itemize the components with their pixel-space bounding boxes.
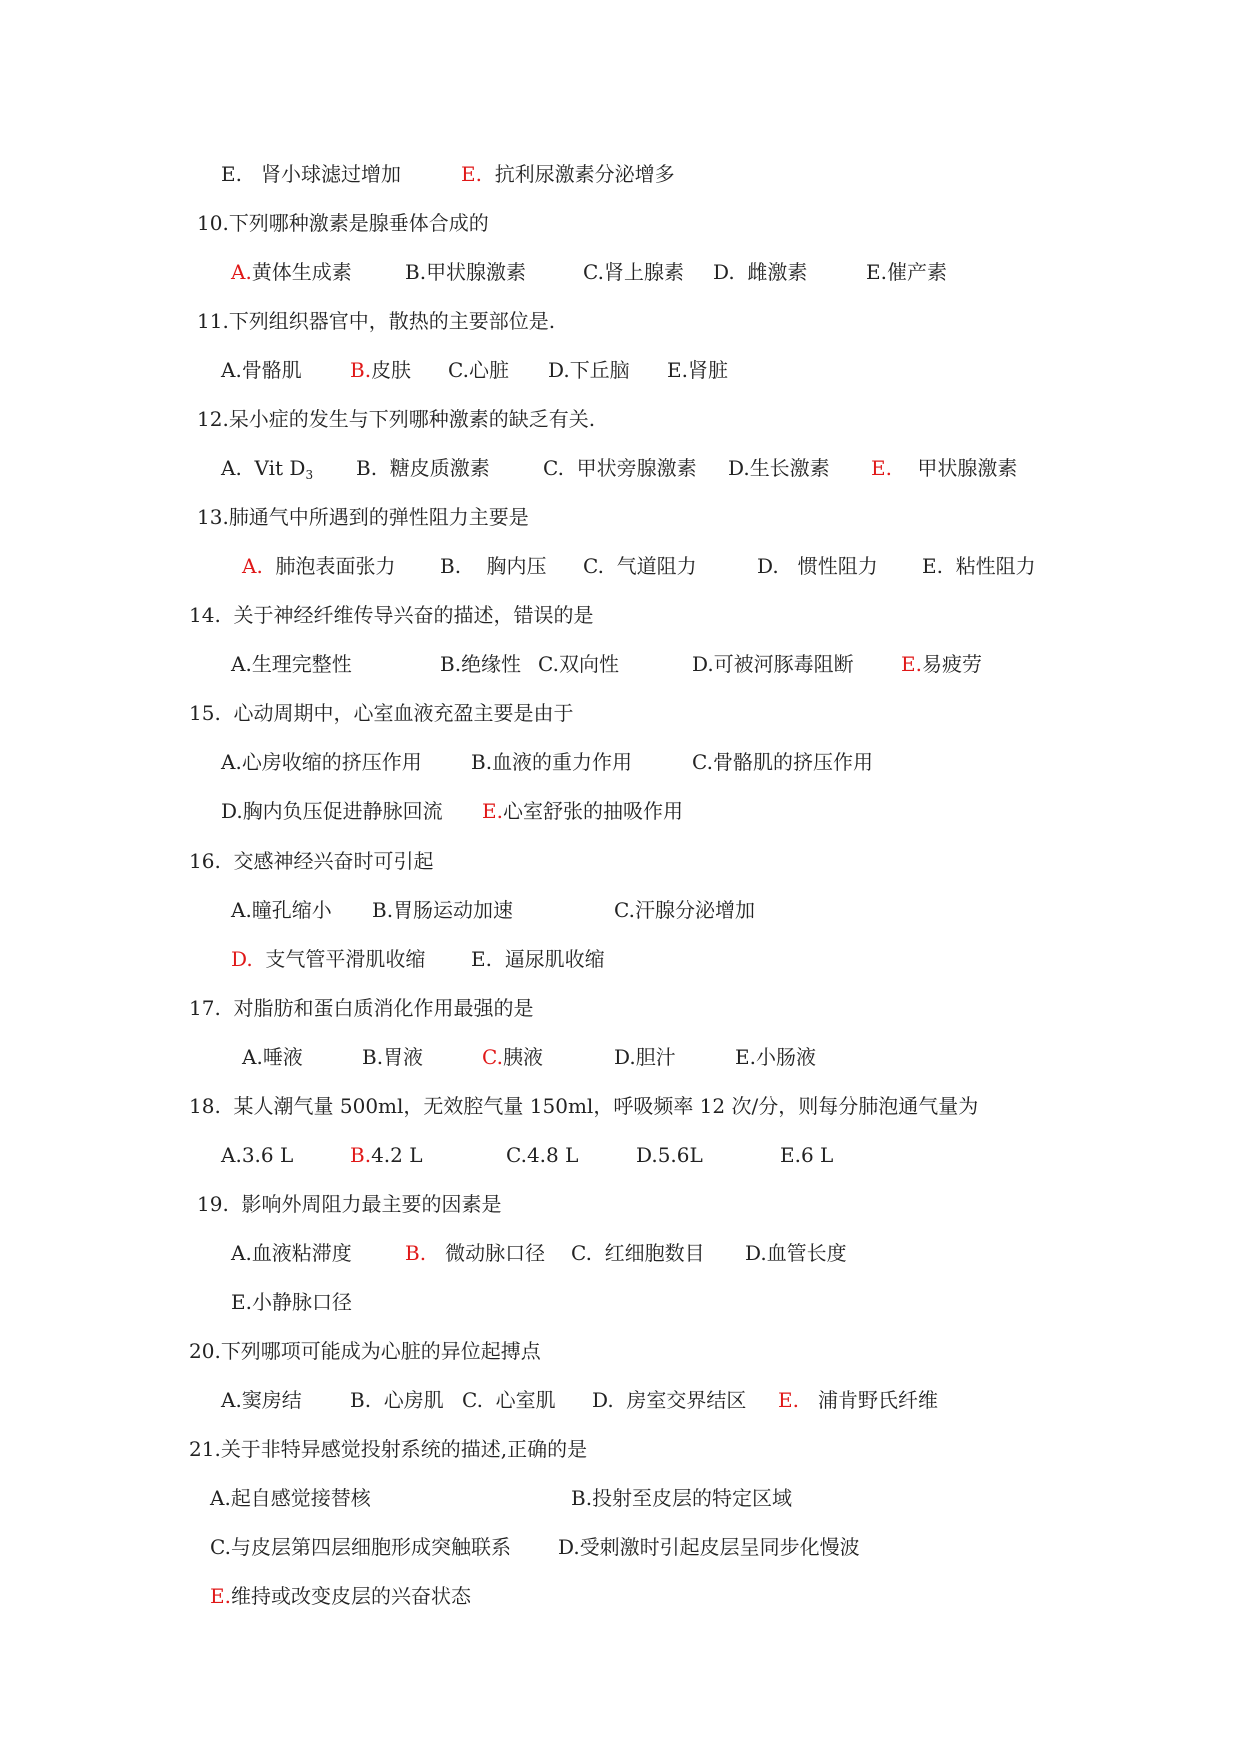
q12-stem: 12.呆小症的发生与下列哪种激素的缺乏有关. <box>197 407 596 431</box>
option-d: D.5.6L <box>636 1143 703 1167</box>
option-b: B. 胸内压 <box>440 554 547 578</box>
option-e: E.维持或改变皮层的兴奋状态 <box>210 1584 471 1608</box>
option-b: B.甲状腺激素 <box>405 260 527 284</box>
option-c: C. 气道阻力 <box>583 554 697 578</box>
option-d: D. 房室交界结区 <box>592 1388 747 1412</box>
option-a: A.血液粘滞度 <box>231 1241 352 1265</box>
option-b: B. 糖皮质激素 <box>356 456 490 480</box>
option-e: E. 甲状腺激素 <box>871 456 1018 480</box>
option-e: E.小肠液 <box>735 1045 816 1069</box>
option-d: D.生长激素 <box>728 456 830 480</box>
option-d: D.胆汁 <box>614 1045 676 1069</box>
option-e: E.易疲劳 <box>901 652 982 676</box>
option-a: A.唾液 <box>242 1045 303 1069</box>
q9-option-e1: E. 肾小球滤过增加 <box>221 162 402 186</box>
option-d: D.可被河豚毒阻断 <box>692 652 854 676</box>
option-b: B.胃肠运动加速 <box>372 898 514 922</box>
option-a: A.窦房结 <box>221 1388 302 1412</box>
option-a: A.瞳孔缩小 <box>231 898 332 922</box>
option-a: A.心房收缩的挤压作用 <box>221 750 422 774</box>
option-e: E.肾脏 <box>667 358 728 382</box>
option-c: C.与皮层第四层细胞形成突触联系 <box>210 1535 511 1559</box>
option-e: E.催产素 <box>866 260 947 284</box>
option-a: A.骨骼肌 <box>221 358 302 382</box>
q17-stem: 17. 对脂肪和蛋白质消化作用最强的是 <box>189 996 534 1020</box>
subscript: 3 <box>305 468 314 482</box>
option-c: C. 甲状旁腺激素 <box>543 456 697 480</box>
option-a: A. 肺泡表面张力 <box>242 554 396 578</box>
q11-stem: 11.下列组织器官中，散热的主要部位是. <box>197 309 556 333</box>
option-d: D.血管长度 <box>745 1241 847 1265</box>
option-d: D.下丘脑 <box>548 358 630 382</box>
option-c: C.肾上腺素 <box>583 260 684 284</box>
option-a: A. Vit $D_3$ <box>221 456 314 482</box>
option-b: B.投射至皮层的特定区域 <box>571 1486 793 1510</box>
option-d: D.受刺激时引起皮层呈同步化慢波 <box>558 1535 860 1559</box>
q15-stem: 15. 心动周期中，心室血液充盈主要是由于 <box>189 701 574 725</box>
option-b: B. 心房肌 <box>350 1388 444 1412</box>
option-d: D. 支气管平滑肌收缩 <box>231 947 426 971</box>
option-c: C.心脏 <box>448 358 509 382</box>
option-c: C.双向性 <box>538 652 619 676</box>
option-d: D.胸内负压促进静脉回流 <box>221 799 443 823</box>
option-b: B. 微动脉口径 <box>405 1241 546 1265</box>
option-e: E. 粘性阻力 <box>922 554 1036 578</box>
option-a: A.起自感觉接替核 <box>210 1486 371 1510</box>
q21-stem: 21.关于非特异感觉投射系统的描述,正确的是 <box>189 1437 588 1461</box>
option-c: C. 红细胞数目 <box>571 1241 705 1265</box>
option-c: C.胰液 <box>482 1045 543 1069</box>
option-d: D. 惯性阻力 <box>757 554 878 578</box>
q16-stem: 16. 交感神经兴奋时可引起 <box>189 849 434 873</box>
q9-option-e2: E. 抗利尿激素分泌增多 <box>461 162 675 186</box>
option-e: E.小静脉口径 <box>231 1290 352 1314</box>
q20-stem: 20.下列哪项可能成为心脏的异位起搏点 <box>189 1339 541 1363</box>
option-e: E.心室舒张的抽吸作用 <box>482 799 683 823</box>
option-d: D. 雌激素 <box>713 260 808 284</box>
q13-stem: 13.肺通气中所遇到的弹性阻力主要是 <box>197 505 529 529</box>
option-c: C.4.8 L <box>506 1143 579 1167</box>
option-a: A.生理完整性 <box>231 652 352 676</box>
option-e: E. 浦肯野氏纤维 <box>778 1388 939 1412</box>
option-c: C. 心室肌 <box>462 1388 556 1412</box>
q18-stem: 18. 某人潮气量 500ml，无效腔气量 150ml，呼吸频率 12 次/分，则每分肺泡通气量为 <box>189 1094 979 1118</box>
option-c: C.汗腺分泌增加 <box>614 898 755 922</box>
option-b: B.胃液 <box>362 1045 424 1069</box>
option-c: C.骨骼肌的挤压作用 <box>692 750 873 774</box>
q10-stem: 10.下列哪种激素是腺垂体合成的 <box>197 211 489 235</box>
option-a: A.3.6 L <box>221 1143 294 1167</box>
option-b: B.血液的重力作用 <box>471 750 633 774</box>
option-b: B.4.2 L <box>350 1143 423 1167</box>
q19-stem: 19. 影响外周阻力最主要的因素是 <box>197 1192 502 1216</box>
option-e: E. 逼尿肌收缩 <box>471 947 605 971</box>
option-e: E.6 L <box>780 1143 834 1167</box>
option-b: B.绝缘性 <box>440 652 522 676</box>
option-a: A.黄体生成素 <box>231 260 352 284</box>
option-b: B.皮肤 <box>350 358 412 382</box>
q14-stem: 14. 关于神经纤维传导兴奋的描述，错误的是 <box>189 603 594 627</box>
